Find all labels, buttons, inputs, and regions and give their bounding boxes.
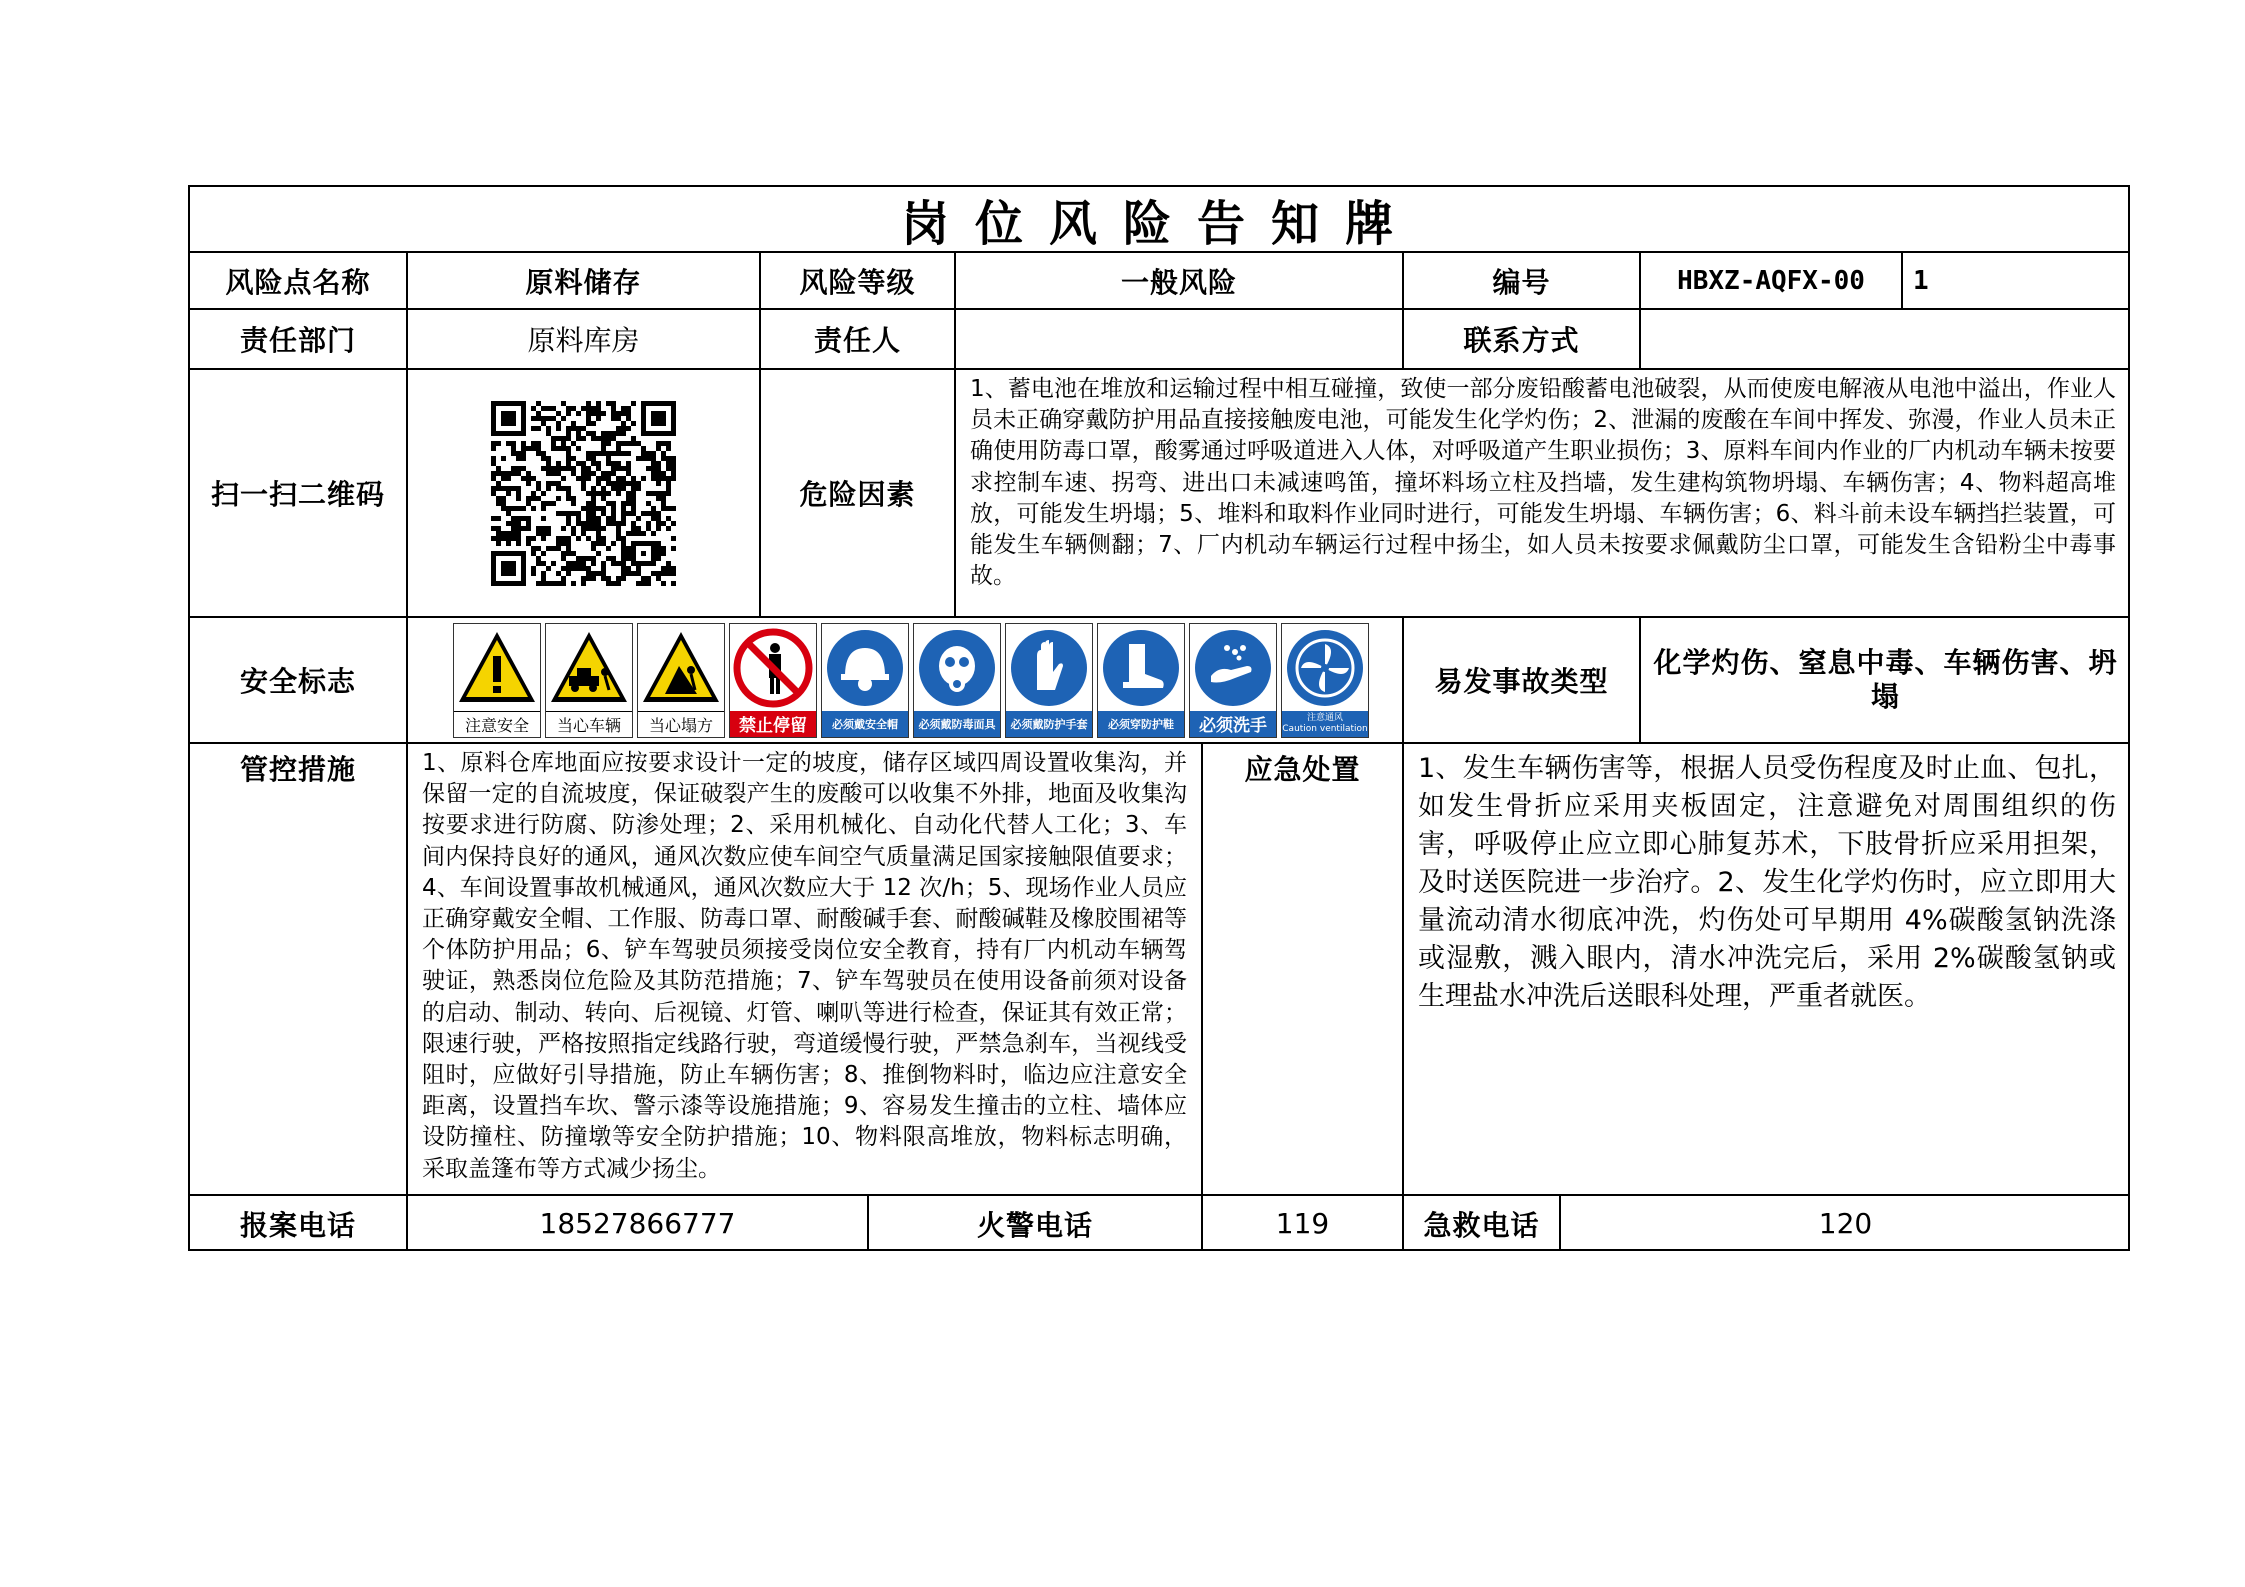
risk-level-label: 风险等级 (761, 253, 956, 310)
safety-sign-caption: 必须戴防毒面具 (914, 711, 1000, 737)
safety-sign-caption: 当心塌方 (638, 711, 724, 737)
hazard-label: 危险因素 (761, 370, 956, 618)
signs-label: 安全标志 (190, 618, 408, 744)
dept-value: 原料库房 (408, 310, 761, 370)
risk-point-label: 风险点名称 (190, 253, 408, 310)
safety-sign (1097, 623, 1185, 738)
safety-sign-caption: 必须洗手 (1190, 711, 1276, 737)
vehicle-warning-icon (547, 626, 631, 710)
ventilation-fan-icon (1283, 626, 1367, 710)
person-label: 责任人 (761, 310, 956, 370)
qr-code-icon[interactable] (491, 401, 676, 586)
no-stay-prohibition-icon (731, 626, 815, 710)
ambulance-phone-label: 急救电话 (1404, 1196, 1561, 1251)
accident-label: 易发事故类型 (1404, 618, 1641, 744)
safety-sign-caption-en: Caution ventilation (1282, 723, 1368, 734)
control-text: 1、原料仓库地面应按要求设计一定的坡度，储存区域四周设置收集沟，并保留一定的自流坡度，保证破裂产生的废酸可以收集不外排，地面及收集沟按要求进行防腐、防渗处理；2、采用机械化、自动化代替人工化；3、车间内保持良好的通风，通风次数应使车间空气质量满足国家接触限值要求；4、车间设置事故机械通风，通风次数应大于 12 次/h；5、现场作业人员应正确穿戴安全帽、工作服、防毒口罩、耐酸碱手套、耐酸碱鞋及橡胶围裙等个体防护用品；6、铲车驾驶员须接受岗位安全教育，持有厂内机动车辆驾驶证，熟悉岗位危险及其防范措施；7、铲车驾驶员在使用设备前须对设备的启动、制动、转向、后视镜、灯管、喇叭等进行检查，保证其有效正常；限速行驶，严格按照指定线路行驶，弯道缓慢行驶，严禁急刹车，当视线受阻时，应做好引导措施，防止车辆伤害；8、推倒物料时，临边应注意安全距离，设置挡车坎、警示漆等设施措施；9、容易发生撞击的立柱、墙体应设防撞柱、防撞墩等安全防护措施；10、物料限高堆放，物料标志明确，采取盖篷布等方式减少扬尘。 (408, 744, 1203, 1196)
boots-mandatory-icon (1099, 626, 1183, 710)
accident-value: 化学灼伤、窒息中毒、车辆伤害、坍塌 (1641, 618, 2130, 744)
code-suffix: 1 (1903, 253, 2130, 310)
emergency-label: 应急处置 (1203, 744, 1404, 1196)
risk-point-value: 原料储存 (408, 253, 761, 310)
safety-sign (729, 623, 817, 738)
risk-notice-board (188, 185, 2130, 1251)
safety-sign-caption: 当心车辆 (546, 711, 632, 737)
safety-sign-caption: 必须穿防护鞋 (1098, 711, 1184, 737)
page-title: 岗位风险告知牌 (190, 187, 2130, 253)
ambulance-phone-value: 120 (1818, 1207, 1873, 1240)
contact-value (1641, 310, 2130, 370)
safety-sign (1281, 623, 1369, 738)
dept-label: 责任部门 (190, 310, 408, 370)
report-phone-value: 18527866777 (408, 1196, 869, 1251)
emergency-text: 1、发生车辆伤害等，根据人员受伤程度及时止血、包扎，如发生骨折应采用夹板固定，注意避免对周围组织的伤害，呼吸停止应立即心肺复苏术，下肢骨折应采用担架，及时送医院进一步治疗。2、发生化学灼伤时，应立即用大量流动清水彻底冲洗，灼伤处可早期用 4%碳酸氢钠洗涤或湿敷，溅入眼内，清水冲洗完后，采用 2%碳酸氢钠或生理盐水冲洗后送眼科处理，严重者就医。 (1404, 744, 2130, 1196)
qr-label: 扫一扫二维码 (190, 370, 408, 618)
control-label: 管控措施 (190, 744, 408, 1196)
safety-sign (1189, 623, 1277, 738)
wash-hands-mandatory-icon (1191, 626, 1275, 710)
person-value (956, 310, 1404, 370)
code-value: HBXZ-AQFX-00 (1641, 253, 1903, 310)
safety-signs (408, 618, 1404, 744)
fire-phone-value: 119 (1203, 1196, 1404, 1251)
safety-sign (1005, 623, 1093, 738)
safety-sign (913, 623, 1001, 738)
gas-mask-mandatory-icon (915, 626, 999, 710)
safety-sign-caption: 必须戴防护手套 (1006, 711, 1092, 737)
report-phone-label: 报案电话 (190, 1196, 408, 1251)
code-label: 编号 (1404, 253, 1641, 310)
safety-sign (453, 623, 541, 738)
safety-sign (545, 623, 633, 738)
collapse-warning-icon (639, 626, 723, 710)
safety-sign-caption: 禁止停留 (730, 711, 816, 737)
safety-sign (821, 623, 909, 738)
safety-sign-caption (1282, 711, 1368, 737)
safety-sign-caption: 注意安全 (454, 711, 540, 737)
exclamation-warning-icon (455, 626, 539, 710)
hazard-text: 1、蓄电池在堆放和运输过程中相互碰撞，致使一部分废铅酸蓄电池破裂，从而使废电解液从电池中溢出，作业人员未正确穿戴防护用品直接接触废电池，可能发生化学灼伤；2、泄漏的废酸在车间中挥发、弥漫，作业人员未正确使用防毒口罩，酸雾通过呼吸道进入人体，对呼吸道产生职业损伤；3、原料车间内作业的厂内机动车辆未按要求控制车速、拐弯、进出口未减速鸣笛，撞坏料场立柱及挡墙，发生建构筑物坍塌、车辆伤害；4、物料超高堆放，可能发生坍塌；5、堆料和取料作业同时进行，可能发生坍塌、车辆伤害；6、料斗前未设车辆挡拦装置，可能发生车辆侧翻；7、厂内机动车辆运行过程中扬尘，如人员未按要求佩戴防尘口罩，可能发生含铅粉尘中毒事故。 (956, 370, 2130, 618)
safety-sign-caption-cn: 注意通风 (1306, 712, 1343, 723)
helmet-mandatory-icon (823, 626, 907, 710)
qr-cell (408, 370, 761, 618)
safety-sign (637, 623, 725, 738)
fire-phone-label: 火警电话 (869, 1196, 1203, 1251)
gloves-mandatory-icon (1007, 626, 1091, 710)
safety-sign-caption: 必须戴安全帽 (822, 711, 908, 737)
risk-level-value: 一般风险 (956, 253, 1404, 310)
contact-label: 联系方式 (1404, 310, 1641, 370)
